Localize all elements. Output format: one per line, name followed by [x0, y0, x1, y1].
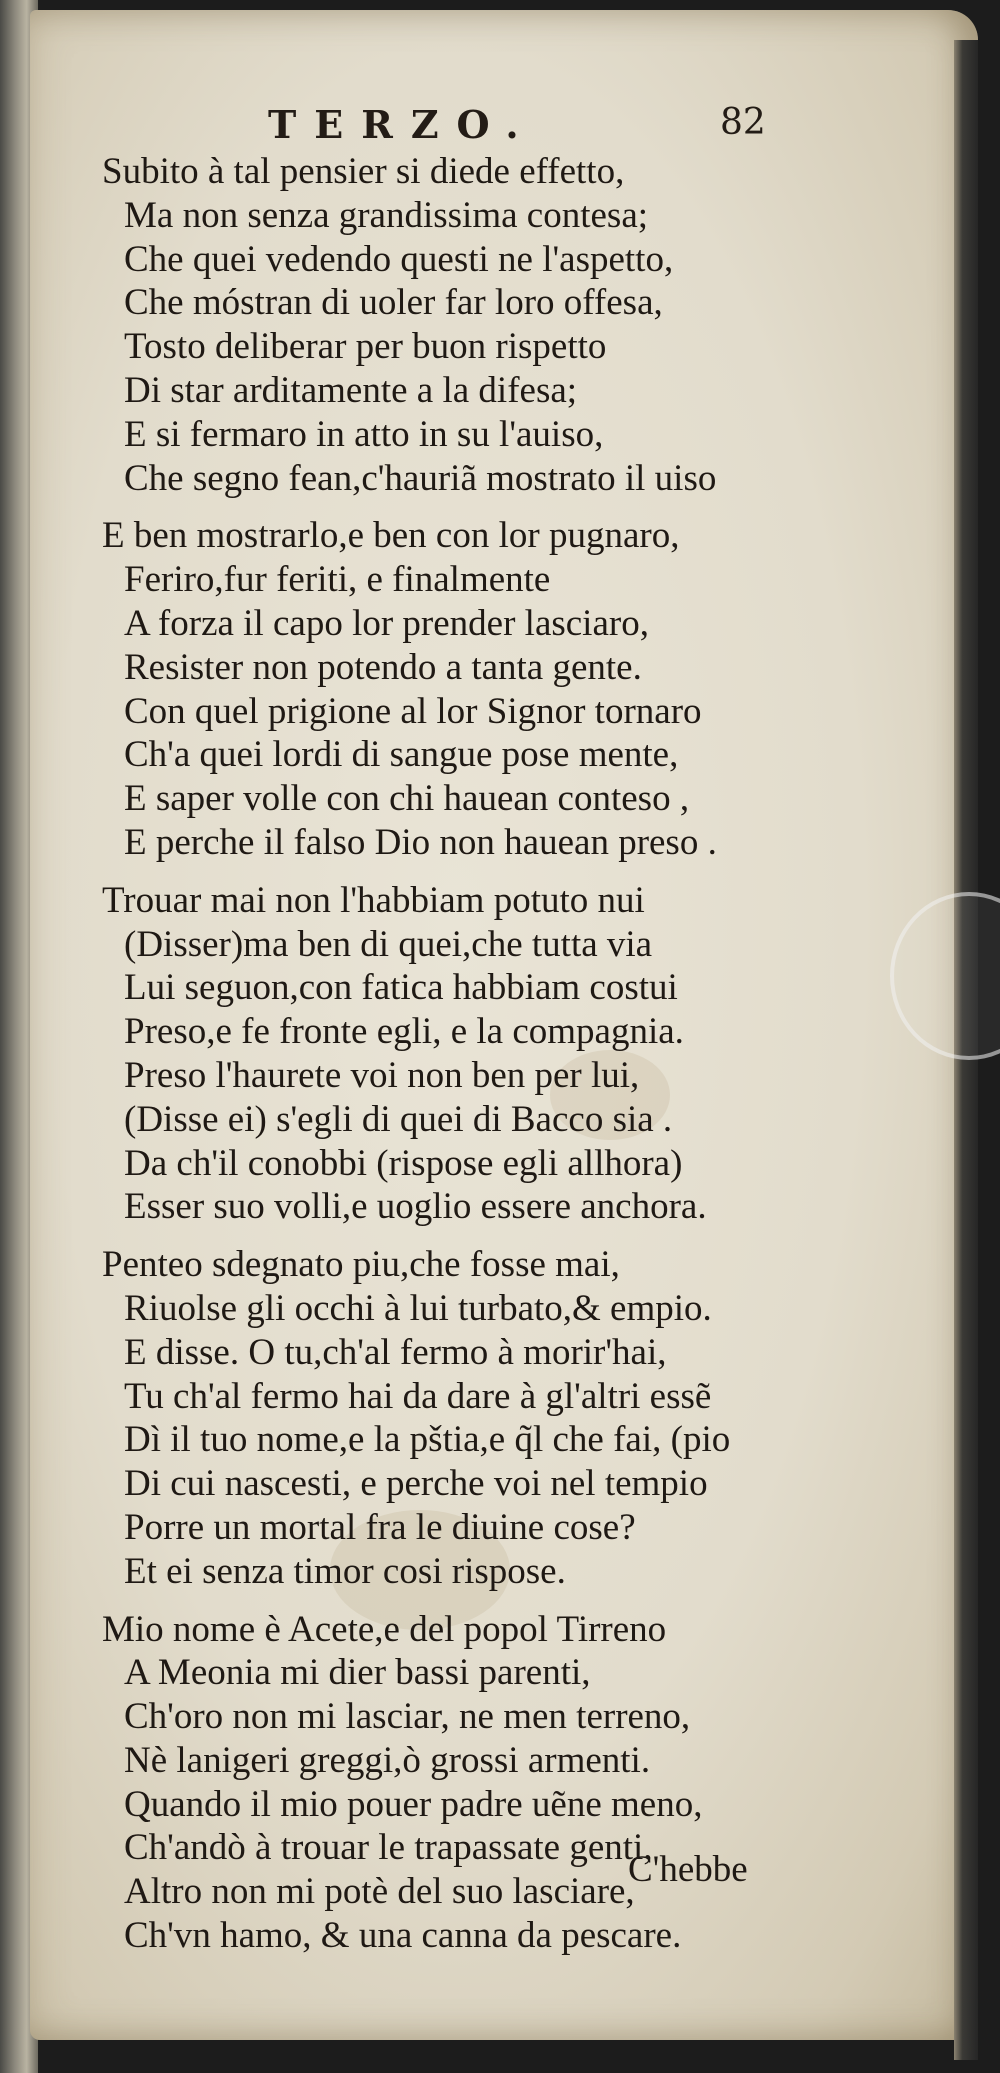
verse-line: Di star arditamente a la difesa;	[124, 369, 578, 411]
stanza	[72, 879, 952, 1229]
verse-line: Con quel prigione al lor Signor tornaro	[124, 690, 702, 732]
verse-line: Ch'oro non mi lasciar, ne men terreno,	[124, 1696, 691, 1738]
stanza	[72, 150, 952, 500]
verse-line: Mio nome è Acete,e del popol Tirreno	[102, 1608, 667, 1650]
verse-line: Dì il tuo nome,e la pštia,e q̃l che fai, (pio	[124, 1419, 731, 1461]
verse-line: Da ch'il conobbi (rispose egli allhora)	[124, 1142, 683, 1184]
verse-line: E si fermaro in atto in su l'auiso,	[124, 413, 604, 455]
poem-text	[72, 150, 952, 1972]
verse-line: E perche il falso Dio non hauean preso .	[124, 821, 717, 863]
stanza	[72, 514, 952, 864]
verse-line: A Meonia mi dier bassi parenti,	[124, 1652, 591, 1694]
verse-line: Altro non mi potè del suo lasciare,	[124, 1871, 635, 1913]
page-header	[30, 102, 978, 152]
verse-line: Tu ch'al fermo hai da dare à gl'altri essẽ	[124, 1375, 712, 1417]
verse-line: Ch'a quei lordi di sangue pose mente,	[124, 734, 679, 776]
verse-line: Esser suo volli,e uoglio essere anchora.	[124, 1186, 707, 1228]
verse-line: Feriro,fur feriti, e finalmente	[124, 559, 551, 601]
verse-line: Porre un mortal fra le diuine cose?	[124, 1506, 636, 1548]
verse-line: Lui seguon,con fatica habbiam costui	[124, 967, 678, 1009]
verse-line: Che quei vedendo questi ne l'aspetto,	[124, 238, 674, 280]
verse-line: Che segno fean,c'hauriã mostrato il uiso	[124, 457, 717, 499]
catchword: C'hebbe	[628, 1849, 748, 1890]
verse-line: Trouar mai non l'habbiam potuto nui	[102, 879, 645, 921]
verse-line: Resister non potendo a tanta gente.	[124, 646, 642, 688]
verse-line: Di cui nascesti, e perche voi nel tempio	[124, 1463, 708, 1505]
verse-line: E disse. O tu,ch'al fermo à morir'hai,	[124, 1331, 667, 1373]
verse-line: Riuolse gli occhi à lui turbato,& empio.	[124, 1287, 712, 1329]
verse-line: Et ei senza timor cosi rispose.	[124, 1550, 566, 1592]
stanza	[72, 1608, 952, 1958]
verse-line: Penteo sdegnato piu,che fosse mai,	[102, 1244, 620, 1286]
verse-line: (Disser)ma ben di quei,che tutta via	[124, 923, 653, 965]
verse-line: Che móstran di uoler far loro offesa,	[124, 282, 663, 324]
verse-line: Preso,e fe fronte egli, e la compagnia.	[124, 1011, 684, 1053]
verse-line: Tosto deliberar per buon rispetto	[124, 326, 607, 368]
verse-line: Ch'vn hamo, & una canna da pescare.	[124, 1915, 682, 1957]
stanza	[72, 1243, 952, 1593]
verse-line: Ma non senza grandissima contesa;	[124, 194, 649, 236]
verse-line: Nè lanigeri greggi,ò grossi armenti.	[124, 1739, 651, 1781]
verse-line: E saper volle con chi hauean conteso ,	[124, 778, 690, 820]
book-page	[30, 10, 978, 2040]
verse-line: Quando il mio pouer padre uẽne meno,	[124, 1783, 703, 1825]
verse-line: Ch'andò à trouar le trapassate genti,	[124, 1827, 653, 1869]
verse-line: (Disse ei) s'egli di quei di Bacco sia .	[124, 1098, 673, 1140]
verse-line: E ben mostrarlo,e ben con lor pugnaro,	[102, 515, 680, 557]
verse-line: Subito à tal pensier si diede effetto,	[102, 151, 625, 192]
verse-line: A forza il capo lor prender lasciaro,	[124, 602, 649, 644]
page-number: 82	[720, 102, 766, 143]
verse-line: Preso l'haurete voi non ben per lui,	[124, 1054, 640, 1096]
running-head: TERZO.	[268, 102, 537, 147]
